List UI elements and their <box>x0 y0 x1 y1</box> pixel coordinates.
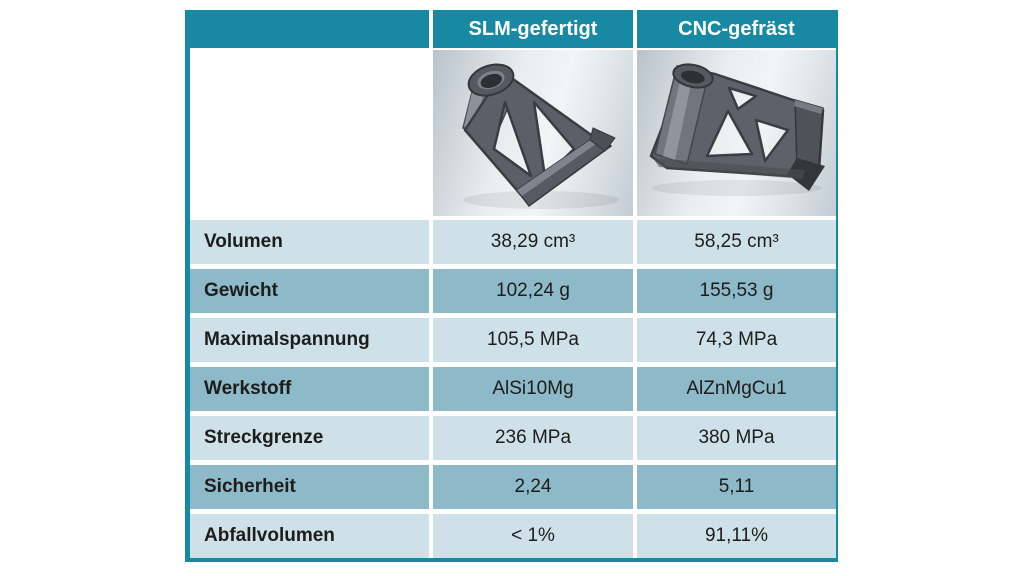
cnc-value: 58,25 cm³ <box>637 220 836 264</box>
row-label: Maximalspannung <box>190 318 429 362</box>
comparison-table <box>185 10 838 562</box>
image-row <box>190 50 836 216</box>
slm-image-cell <box>433 50 633 216</box>
table-row-maximalspannung <box>190 318 836 362</box>
cnc-bracket-render <box>637 50 836 216</box>
table-row-sicherheit <box>190 465 836 509</box>
header-cnc: CNC-gefräst <box>637 10 836 48</box>
table-row-werkstoff <box>190 367 836 411</box>
cnc-value: AlZnMgCu1 <box>637 367 836 411</box>
table-header-row <box>190 10 836 48</box>
slm-bracket-render <box>433 50 633 216</box>
slm-value: 2,24 <box>433 465 633 509</box>
row-label: Abfallvolumen <box>190 514 429 558</box>
table-row-gewicht <box>190 269 836 313</box>
row-label: Streckgrenze <box>190 416 429 460</box>
header-empty-cell <box>190 10 429 48</box>
slm-value: 38,29 cm³ <box>433 220 633 264</box>
slm-value: 105,5 MPa <box>433 318 633 362</box>
row-label: Volumen <box>190 220 429 264</box>
slm-value: < 1% <box>433 514 633 558</box>
row-label: Sicherheit <box>190 465 429 509</box>
slm-value: 236 MPa <box>433 416 633 460</box>
cnc-value: 74,3 MPa <box>637 318 836 362</box>
image-row-empty-cell <box>190 50 429 216</box>
table-row-volumen <box>190 220 836 264</box>
slm-value: AlSi10Mg <box>433 367 633 411</box>
row-label: Gewicht <box>190 269 429 313</box>
cnc-value: 155,53 g <box>637 269 836 313</box>
cnc-value: 91,11% <box>637 514 836 558</box>
table-row-abfallvolumen <box>190 514 836 558</box>
cnc-image-cell <box>637 50 836 216</box>
cnc-value: 380 MPa <box>637 416 836 460</box>
header-slm: SLM-gefertigt <box>433 10 633 48</box>
cnc-value: 5,11 <box>637 465 836 509</box>
slm-value: 102,24 g <box>433 269 633 313</box>
row-label: Werkstoff <box>190 367 429 411</box>
table-row-streckgrenze <box>190 416 836 460</box>
